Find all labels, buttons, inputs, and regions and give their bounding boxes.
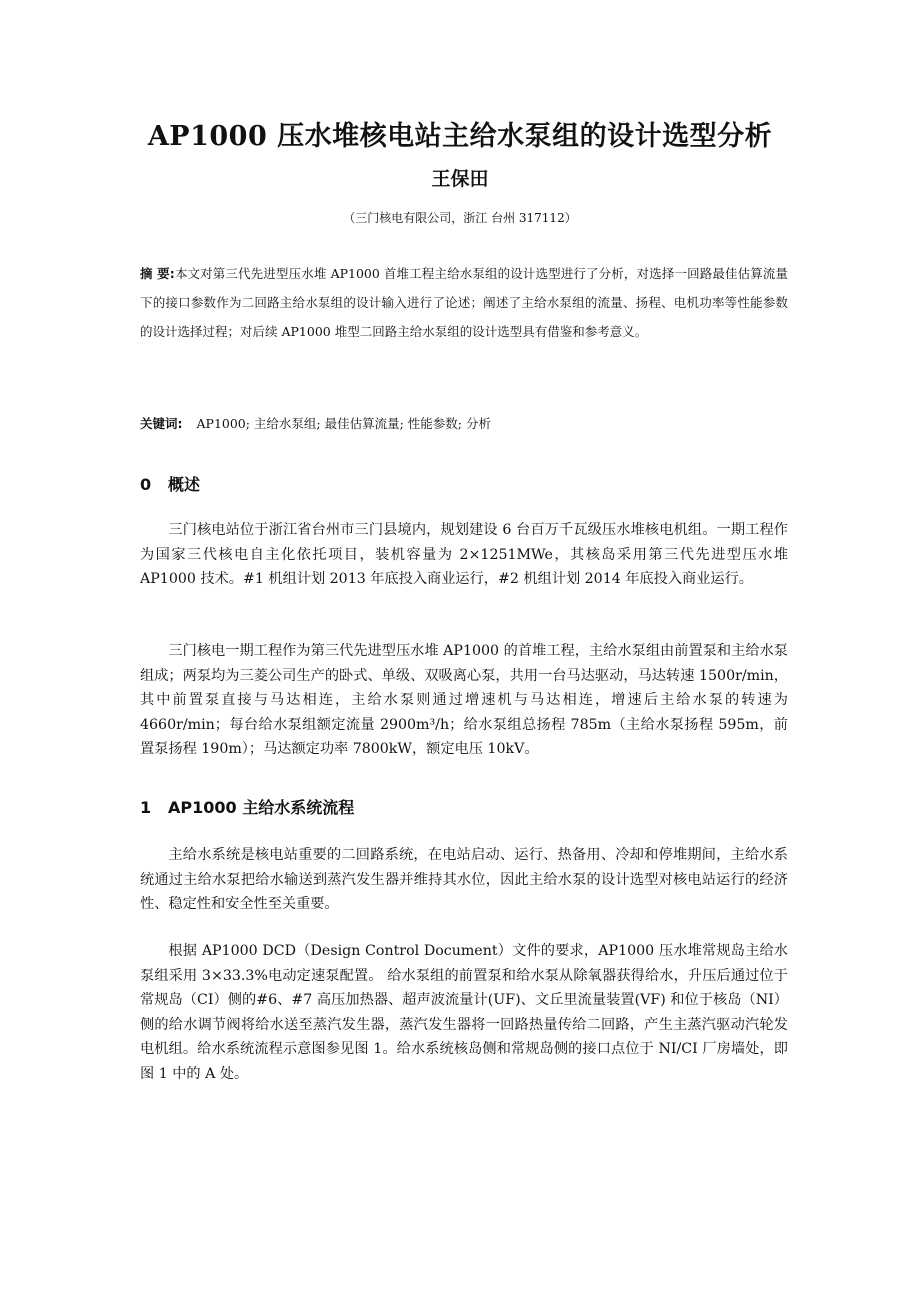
abstract-label: 摘 要: xyxy=(140,266,175,281)
author-affiliation: （三门核电有限公司，浙江 台州 317112） xyxy=(343,211,577,225)
body-paragraph: 三门核电站位于浙江省台州市三门县境内，规划建设 6 台百万千瓦级压水堆核电机组。一期工程作为国家三代核电自主化依托项目，装机容量为 2×1251MWe，其核岛采用第三代先进型压水堆 AP1000 技术。#1 机组计划 2013 年底投入商业运行，#2 机组计划 2014 年底投入商业运行。 xyxy=(140,522,788,587)
abstract-text: 本文对第三代先进型压水堆 AP1000 首堆工程主给水泵组的设计选型进行了分析，对选择一回路最佳估算流量下的接口参数作为二回路主给水泵组的设计输入进行了论述；阐述了主给水泵组的流量、扬程、电机功率等性能参数的设计选择过程；对后续 AP1000 堆型二回路主给水泵组的设计选型具有借鉴和参考意义。 xyxy=(140,266,788,339)
section-number: 0 xyxy=(140,475,152,494)
section-title: AP1000 主给水系统流程 xyxy=(168,798,355,817)
keywords-label: 关键词: xyxy=(140,416,183,431)
body-paragraph: 三门核电一期工程作为第三代先进型压水堆 AP1000 的首堆工程，主给水泵组由前置泵和主给水泵组成；两泵均为三菱公司生产的卧式、单级、双吸离心泵，共用一台马达驱动，马达转速 1500r/min，其中前置泵直接与马达相连，主给水泵则通过增速机与马达相连，增速后主给水泵的转速为 4660r/min；每台给水泵组额定流量 2900m³/h；给水泵组总扬程 785m（主给水泵扬程 595m，前置泵扬程 190m）；马达额定功率 7800kW，额定电压 10kV。 xyxy=(140,643,788,757)
section-title: 概述 xyxy=(168,475,201,494)
paper-title: AP1000 压水堆核电站主给水泵组的设计选型分析 xyxy=(147,121,773,152)
author-name: 王保田 xyxy=(431,168,489,190)
abstract xyxy=(140,259,788,346)
keywords xyxy=(140,410,788,437)
body-paragraph: 根据 AP1000 DCD（Design Control Document）文件的要求，AP1000 压水堆常规岛主给水泵组采用 3×33.3%电动定速泵配置。 给水泵组的前置泵和给水泵从除氧器获得给水，升压后通过位于常规岛（CI）侧的#6、#7 高压加热器、超声波流量计(UF)、文丘里流量装置(VF) 和位于核岛（NI）侧的给水调节阀将给水送至蒸汽发生器，蒸汽发生器将一回路热量传给二回路，产生主蒸汽驱动汽轮发电机组。给水系统流程示意图参见图 1。给水系统核岛侧和常规岛侧的接口点位于 NI/CI 厂房墙处，即图 1 中的 A 处。 xyxy=(140,943,788,1082)
body-paragraph: 主给水系统是核电站重要的二回路系统，在电站启动、运行、热备用、冷却和停堆期间，主给水系统通过主给水泵把给水输送到蒸汽发生器并维持其水位，因此主给水泵的设计选型对核电站运行的经济性、稳定性和安全性至关重要。 xyxy=(140,847,788,912)
keywords-text: AP1000; 主给水泵组; 最佳估算流量; 性能参数; 分析 xyxy=(196,416,491,431)
section-heading-0 xyxy=(140,472,200,495)
section-heading-1 xyxy=(140,795,354,818)
section-number: 1 xyxy=(140,798,152,817)
